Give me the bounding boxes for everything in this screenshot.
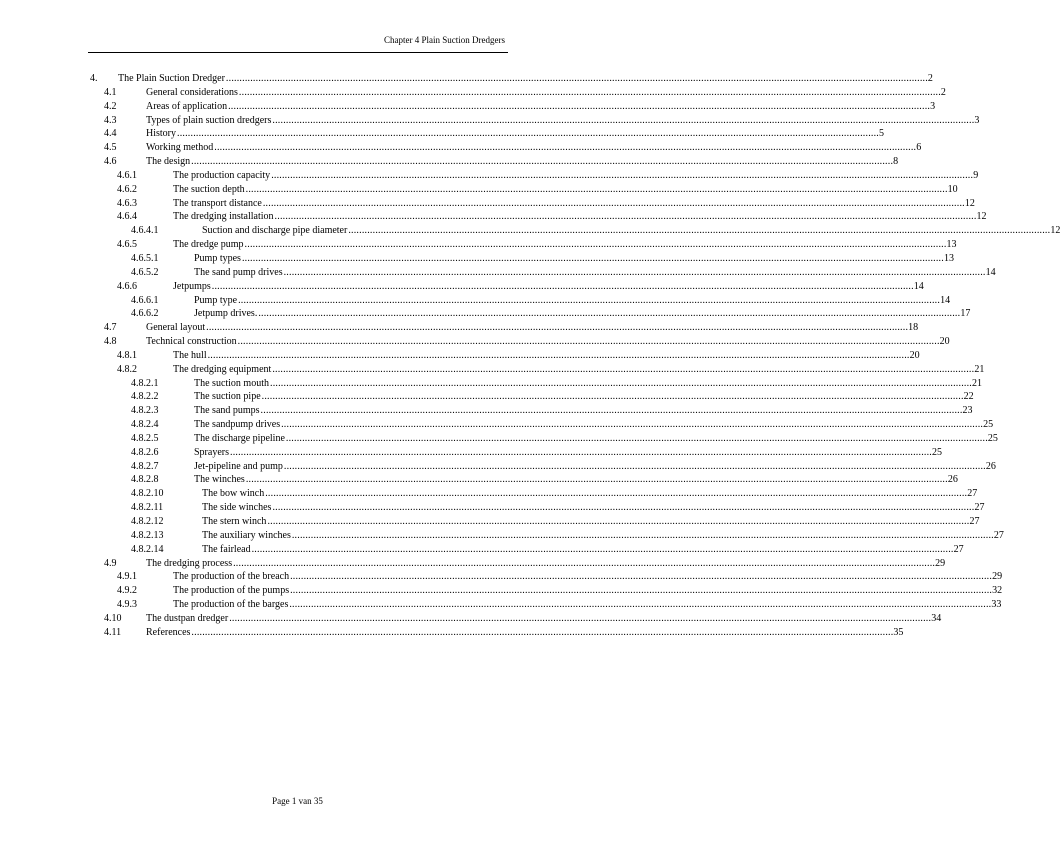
toc-entry-title: The production of the barges [173,599,289,611]
toc-entry-page: 9 [973,169,979,181]
toc-entry[interactable] [0,238,957,252]
toc-entry-title: The design [146,156,191,168]
table-of-contents [0,72,1060,640]
toc-dot-leader: .................................................................................................................................................................................................................................................................... [290,571,993,583]
toc-entry-number: 4.8.2.5 [131,432,159,444]
toc-entry-number: 4.9.2 [117,585,137,597]
toc-entry-title: The side winches [202,502,272,514]
toc-dot-leader: .................................................................................................................................................................................................................................................................... [285,432,988,444]
toc-entry-title: General layout [146,322,206,334]
toc-entry[interactable] [0,72,933,86]
toc-entry-title: The suction mouth [194,377,269,389]
toc-entry[interactable] [0,473,958,487]
toc-entry-page: 14 [913,280,924,292]
toc-entry[interactable] [0,404,973,418]
toc-entry-title: The sand pumps [194,405,260,417]
toc-entry-page: 21 [972,377,982,389]
toc-entry-page: 17 [960,308,971,320]
toc-dot-leader: .................................................................................................................................................................................................................................................................... [245,474,948,486]
toc-entry-page: 27 [974,502,985,514]
toc-dot-leader: .................................................................................................................................................................................................................................................................... [274,211,977,223]
toc-dot-leader: .................................................................................................................................................................................................................................................................... [258,308,961,320]
toc-entry-title: The production of the pumps [173,585,290,597]
toc-entry[interactable] [0,127,884,141]
toc-entry-title: The dustpan dredger [146,612,229,624]
toc-entry-page: 27 [953,543,964,555]
toc-dot-leader: .................................................................................................................................................................................................................................................................... [241,252,944,264]
toc-dot-leader: .................................................................................................................................................................................................................................................................... [251,543,954,555]
toc-entry-page: 26 [985,460,996,472]
toc-entry-title: Types of plain suction dredgers [146,114,272,126]
toc-entry-number: 4.2 [104,100,117,112]
toc-entry[interactable] [0,307,971,321]
toc-entry-page: 14 [985,266,996,278]
toc-entry-page: 2 [940,86,946,98]
toc-entry-title: History [146,128,176,140]
toc-entry[interactable] [0,390,974,404]
toc-dot-leader: .................................................................................................................................................................................................................................................................... [260,405,963,417]
toc-entry-page: 5 [879,128,884,140]
toc-entry-title: Jetpump drives. [194,308,258,320]
toc-entry[interactable] [0,141,922,155]
toc-dot-leader: .................................................................................................................................................................................................................................................................... [177,128,879,140]
toc-entry-number: 4.8.2.7 [131,460,159,472]
toc-entry-page: 22 [963,391,974,403]
toc-entry[interactable] [0,418,994,432]
toc-entry-page: 20 [909,349,920,361]
toc-entry-title: The dredge pump [173,239,244,251]
toc-entry-number: 4.8.2.13 [131,529,164,541]
toc-entry-page: 6 [916,142,922,154]
toc-entry[interactable] [0,183,958,197]
toc-entry-number: 4.1 [104,86,117,98]
toc-entry-title: The transport distance [173,197,262,209]
toc-dot-leader: .................................................................................................................................................................................................................................................................... [230,446,932,458]
toc-dot-leader: .................................................................................................................................................................................................................................................................... [283,460,986,472]
toc-entry-title: The auxiliary winches [202,529,291,541]
toc-dot-leader: .................................................................................................................................................................................................................................................................... [225,73,928,84]
toc-dot-leader: .................................................................................................................................................................................................................................................................... [281,419,984,431]
toc-entry-page: 18 [908,322,919,334]
toc-entry-number: 4.6.5.1 [131,252,159,264]
toc-dot-leader: .................................................................................................................................................................................................................................................................... [262,197,965,209]
toc-entry-page: 27 [969,516,980,527]
toc-entry-number: 4.10 [104,612,122,624]
toc-entry[interactable] [0,224,1060,238]
toc-entry-number: 4.8 [104,336,117,348]
toc-entry-number: 4.8.2.2 [131,391,159,403]
toc-entry-number: 4.8.2.10 [131,488,164,500]
toc-entry-number: 4.11 [104,626,122,638]
toc-entry-number: 4.8.2 [117,363,137,375]
toc-entry-number: 4.8.2.3 [131,405,159,417]
toc-entry-number: 4.8.2.11 [131,502,164,514]
toc-entry-title: General considerations [146,86,238,98]
toc-dot-leader: .................................................................................................................................................................................................................................................................... [238,86,941,98]
toc-entry-page: 32 [992,585,1003,597]
toc-entry-page: 29 [935,557,946,569]
toc-dot-leader: .................................................................................................................................................................................................................................................................... [348,225,1051,237]
toc-dot-leader: .................................................................................................................................................................................................................................................................... [245,183,948,195]
toc-entry-title: References [146,626,191,638]
toc-entry[interactable] [0,598,1002,612]
toc-entry-number: 4.6.5.2 [131,266,159,278]
toc-entry[interactable] [0,515,980,529]
toc-entry[interactable] [0,543,964,557]
toc-entry[interactable] [0,280,924,294]
toc-entry-page: 14 [940,294,951,306]
toc-entry-number: 4.5 [104,142,117,154]
toc-entry[interactable] [0,584,1003,598]
toc-entry-title: Working method [146,142,214,154]
toc-entry-title: The Plain Suction Dredger [118,73,225,84]
toc-entry-title: Pump types [194,252,241,264]
toc-dot-leader: .................................................................................................................................................................................................................................................................... [267,516,970,527]
toc-entry[interactable] [0,363,985,377]
toc-dot-leader: .................................................................................................................................................................................................................................................................... [237,336,940,348]
toc-dot-leader: .................................................................................................................................................................................................................................................................... [233,557,936,569]
toc-dot-leader: .................................................................................................................................................................................................................................................................... [272,502,975,514]
toc-entry-title: The suction depth [173,183,245,195]
toc-dot-leader: .................................................................................................................................................................................................................................................................... [271,169,974,181]
toc-dot-leader: .................................................................................................................................................................................................................................................................... [191,626,894,638]
toc-entry[interactable] [0,252,954,266]
toc-entry[interactable] [0,446,942,460]
toc-entry-number: 4.8.1 [117,349,137,361]
toc-dot-leader: .................................................................................................................................................................................................................................................................... [214,142,917,154]
toc-entry-title: Technical construction [146,336,237,348]
toc-entry-number: 4.6.2 [117,183,137,195]
toc-entry[interactable] [0,100,936,114]
toc-entry-number: 4.6.6.2 [131,308,159,320]
toc-entry-page: 12 [964,197,975,209]
toc-entry-number: 4.6.6 [117,280,137,292]
toc-entry-title: Sprayers [194,446,229,458]
toc-dot-leader: .................................................................................................................................................................................................................................................................... [290,585,993,597]
toc-entry[interactable] [0,460,996,474]
toc-dot-leader: .................................................................................................................................................................................................................................................................... [211,280,914,292]
toc-dot-leader: .................................................................................................................................................................................................................................................................... [238,294,941,306]
toc-entry-page: 25 [932,446,942,458]
toc-entry-number: 4.8.2.14 [131,543,164,555]
toc-entry-title: The production capacity [173,169,271,181]
toc-entry[interactable] [0,169,979,183]
toc-entry-page: 27 [967,488,978,500]
toc-entry[interactable] [0,432,998,446]
toc-entry-number: 4. [90,73,98,84]
toc-entry[interactable] [0,197,975,211]
toc-entry[interactable] [0,349,920,363]
toc-entry[interactable] [0,570,1003,584]
toc-entry-page: 33 [991,599,1002,611]
toc-dot-leader: .................................................................................................................................................................................................................................................................... [265,488,968,500]
toc-dot-leader: .................................................................................................................................................................................................................................................................... [270,377,972,389]
toc-entry[interactable] [0,487,978,501]
toc-entry[interactable] [0,294,951,308]
toc-entry-page: 23 [962,405,973,417]
toc-dot-leader: .................................................................................................................................................................................................................................................................... [244,239,947,251]
toc-entry-title: The suction pipe [194,391,261,403]
toc-entry-title: The dredging equipment [173,363,272,375]
toc-dot-leader: .................................................................................................................................................................................................................................................................... [283,266,986,278]
toc-entry[interactable] [0,377,982,391]
header-rule [88,52,508,53]
toc-entry-page: 12 [1050,225,1060,237]
toc-entry-title: Suction and discharge pipe diameter [202,225,348,237]
toc-entry-title: The fairlead [202,543,251,555]
toc-entry-number: 4.8.2.12 [131,516,164,527]
toc-entry-number: 4.6.3 [117,197,137,209]
toc-dot-leader: .................................................................................................................................................................................................................................................................... [207,349,910,361]
toc-dot-leader: .................................................................................................................................................................................................................................................................... [206,322,909,334]
toc-entry[interactable] [0,86,946,100]
toc-entry-page: 27 [993,529,1004,541]
toc-entry-number: 4.6.6.1 [131,294,159,306]
toc-entry-number: 4.8.2.6 [131,446,159,458]
toc-dot-leader: .................................................................................................................................................................................................................................................................... [228,100,931,112]
toc-entry-title: Areas of application [146,100,228,112]
toc-entry-title: Jetpumps [173,280,211,292]
toc-entry-page: 25 [983,419,994,431]
toc-entry-title: The sand pump drives [194,266,283,278]
toc-entry-number: 4.6.5 [117,239,137,251]
toc-entry-number: 4.9.1 [117,571,137,583]
toc-entry-page: 10 [947,183,958,195]
toc-entry-page: 2 [927,73,933,84]
toc-entry-page: 8 [893,156,899,168]
toc-entry-number: 4.6 [104,156,117,168]
toc-entry-page: 29 [992,571,1003,583]
toc-entry-page: 3 [930,100,936,112]
toc-entry-number: 4.7 [104,322,117,334]
toc-entry[interactable] [0,335,950,349]
toc-dot-leader: .................................................................................................................................................................................................................................................................... [272,363,975,375]
toc-entry[interactable] [0,114,980,128]
toc-entry-number: 4.9.3 [117,599,137,611]
toc-entry-page: 34 [931,612,942,624]
toc-dot-leader: .................................................................................................................................................................................................................................................................... [291,529,994,541]
toc-dot-leader: .................................................................................................................................................................................................................................................................... [272,114,975,126]
toc-entry-title: The bow winch [202,488,265,500]
toc-entry-title: The discharge pipeline [194,432,285,444]
toc-entry-title: The dredging installation [173,211,274,223]
toc-entry-number: 4.8.2.8 [131,474,159,486]
toc-dot-leader: .................................................................................................................................................................................................................................................................... [289,599,992,611]
toc-dot-leader: .................................................................................................................................................................................................................................................................... [191,156,894,168]
toc-entry[interactable] [0,321,919,335]
toc-entry-number: 4.3 [104,114,117,126]
toc-entry-number: 4.4 [104,128,117,140]
toc-entry-title: The stern winch [202,516,267,527]
toc-dot-leader: .................................................................................................................................................................................................................................................................... [261,391,964,403]
toc-entry-title: The sandpump drives [194,419,281,431]
running-header: Chapter 4 Plain Suction Dredgers [384,35,505,45]
toc-entry-page: 13 [943,252,954,264]
toc-entry-page: 35 [893,626,904,638]
toc-entry-page: 25 [987,432,998,444]
toc-entry-title: The winches [194,474,245,486]
toc-entry[interactable] [0,626,904,640]
toc-entry-number: 4.6.4 [117,211,137,223]
toc-entry[interactable] [0,612,942,626]
toc-entry-title: The production of the breach [173,571,290,583]
toc-entry[interactable] [0,529,1004,543]
toc-entry[interactable] [0,210,987,224]
toc-entry-page: 21 [974,363,985,375]
toc-dot-leader: .................................................................................................................................................................................................................................................................... [229,612,932,624]
toc-entry[interactable] [0,266,996,280]
page-footer: Page 1 van 35 [272,796,323,806]
toc-entry[interactable] [0,155,899,169]
toc-entry-page: 26 [947,474,958,486]
toc-entry-page: 3 [974,114,980,126]
toc-entry-number: 4.9 [104,557,117,569]
toc-entry[interactable] [0,501,985,515]
toc-entry-number: 4.8.2.1 [131,377,159,389]
toc-entry-number: 4.6.4.1 [131,225,159,237]
toc-entry-title: Pump type [194,294,238,306]
toc-entry-number: 4.8.2.4 [131,419,159,431]
toc-entry-page: 13 [946,239,957,251]
toc-entry-number: 4.6.1 [117,169,137,181]
toc-entry-title: Jet-pipeline and pump [194,460,283,472]
toc-entry-title: The dredging process [146,557,233,569]
toc-entry-page: 12 [976,211,987,223]
toc-entry[interactable] [0,557,946,571]
toc-entry-page: 20 [939,336,950,348]
toc-entry-title: The hull [173,349,207,361]
